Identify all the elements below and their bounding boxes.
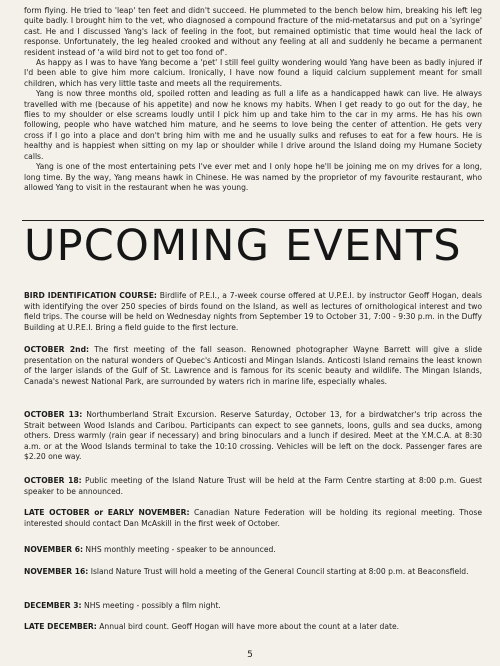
event-item	[24, 567, 482, 578]
event-date: OCTOBER 13:	[24, 410, 83, 419]
page-number: 5	[247, 650, 253, 660]
event-date: LATE OCTOBER or EARLY NOVEMBER:	[24, 508, 190, 517]
event-description: NHS monthly meeting - speaker to be announced.	[83, 545, 276, 554]
event-item	[24, 622, 482, 633]
event-description: Public meeting of the Island Nature Trust will be held at the Farm Centre starting at 8:00 p.m. Guest speaker to be announced.	[24, 476, 483, 496]
event-description: Island Nature Trust will hold a meeting of the General Council starting at 8:00 p.m. at Beaconsfield.	[88, 567, 469, 576]
event-description: Northumberland Strait Excursion. Reserve Saturday, October 13, for a birdwatcher's trip across the Strait between Wood Islands and Caribou. Participants can expect to see gannets, loons, gulls and sea ducks, among others. Dress warmly (rain gear if necessary) and bring binoculars and a lunch if desired. Meet at the Y.M.C.A. at 8:30 a.m. or at the Wood Islands terminal to take the 10:10 crossing. Vehicles will be left on the dock. Passenger fares are $2.20 one way.	[24, 410, 482, 462]
event-description: Birdlife of P.E.I., a 7-week course offered at U.P.E.I. by instructor Geoff Hogan, deals with identifying the over 250 species of birds found on the Island, as well as lectures of ornithological interest and two field trips. The course will be held on Wednesday nights from September 19 to October 31, 7:00 - 9:30 p.m. in the Duffy Building at U.P.E.I. Bring a field guide to the first lecture.	[24, 291, 482, 332]
event-date: DECEMBER 3:	[24, 601, 82, 610]
event-description: NHS meeting - possibly a film night.	[81, 601, 221, 610]
event-item	[24, 345, 482, 387]
story-paragraph: As happy as I was to have Yang become a 'pet' I still feel guilty wondering would Yang have been as badly injured if I'd been able to give him more calcium. Ironically, I have now found a liquid calcium supplement meant for small children, which has very little taste and meets all the requirements.	[24, 58, 482, 88]
event-date: NOVEMBER 6:	[24, 545, 84, 554]
event-date: OCTOBER 2nd:	[24, 345, 90, 354]
event-item	[24, 291, 482, 333]
event-description: The first meeting of the fall season. Renowned photographer Wayne Barrett will give a slide presentation on the natural wonders of Quebec's Anticosti and Mingan Islands. Anticosti Island remains the least known of the larger islands of the Gulf of St. Lawrence and is famous for its scenic beauty and wildlife. The Mingan Islands, Canada's newest National Park, are surrounded by waters rich in marine life, especially whales.	[24, 345, 483, 386]
event-date: OCTOBER 18:	[24, 476, 82, 485]
event-description: Canadian Nature Federation will be holding its regional meeting. Those interested should contact Dan McAskill in the first week of October.	[24, 508, 483, 528]
story-paragraph: Yang is one of the most entertaining pets I've ever met and I only hope he'll be joining me on my drives for a long, long time. By the way, Yang means hawk in Chinese. He was named by the proprietor of my favourite restaurant, who allowed Yang to visit in the restaurant when he was young.	[24, 162, 482, 192]
event-description: Annual bird count. Geoff Hogan will have more about the count at a later date.	[96, 622, 400, 631]
section-heading: UPCOMING EVENTS	[24, 221, 462, 271]
event-item	[24, 410, 482, 463]
event-date: BIRD IDENTIFICATION COURSE:	[24, 291, 157, 300]
event-date: NOVEMBER 16:	[24, 567, 89, 576]
event-item	[24, 476, 482, 497]
event-item	[24, 601, 482, 612]
story-paragraph: form flying. He tried to 'leap' ten feet and didn't succeed. He plummeted to the bench below him, breaking his left leg quite badly. I brought him to the vet, who diagnosed a compound fracture of the mid-metatarsus and put on a 'syringe' cast. He and I discussed Yang's lack of feeling in the foot, but remained optimistic that time would heal the lack of response. Unfortunately, the leg healed crooked and without any feeling at all and suddenly he became a permanent resident instead of 'a wild bird not to get too fond of'.	[24, 6, 482, 57]
story-paragraph: Yang is now three months old, spoiled rotten and leading as full a life as a handicapped hawk can live. He always travelled with me (because of his appetite) and now he knows my habits. When I get ready to go out for the day, he flies to my shoulder or else screams loudly until I pick him up and take him to the car in my arms. He has his own following, people who have watched him mature, and he seems to love being the center of attention. He gets very cross if I go into a place and don't bring him with me and he usually sulks and refuses to eat for a few hours. He is healthy and is happiest when sitting on my lap or shoulder while I drive around the Island doing my Humane Society calls.	[24, 89, 482, 161]
story-continuation	[24, 6, 482, 193]
event-item	[24, 508, 482, 529]
event-date: LATE DECEMBER:	[24, 622, 97, 631]
event-item	[24, 545, 482, 556]
